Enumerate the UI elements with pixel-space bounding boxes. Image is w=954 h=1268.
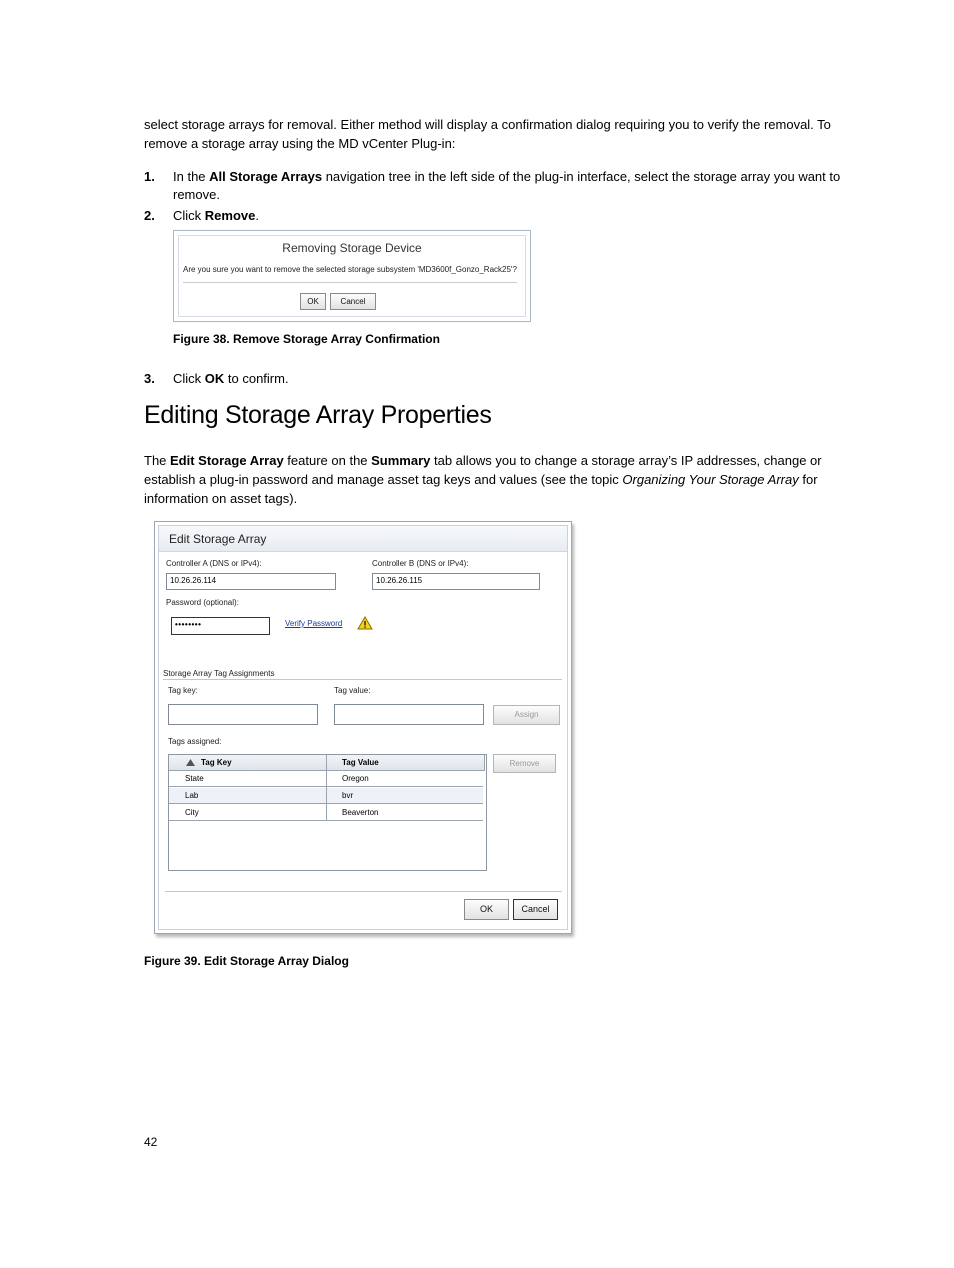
tag-value-input[interactable]: [334, 704, 484, 725]
intro-paragraph: select storage arrays for removal. Either method will display a confirmation dialog requiring you to verify the removal. To remove a storage array using the MD vCenter Plug-in:: [144, 117, 831, 151]
cancel-button[interactable]: Cancel: [330, 293, 376, 310]
column-header-tag-value[interactable]: [327, 755, 485, 771]
step-bold-term: OK: [204, 371, 225, 386]
tags-table: [168, 754, 487, 871]
figure-38-caption: Figure 38. Remove Storage Array Confirmation: [173, 332, 440, 346]
step-bold-term: Remove: [204, 208, 256, 223]
dialog-header: [159, 526, 567, 552]
cancel-button[interactable]: Cancel: [513, 899, 558, 920]
step-text: .: [255, 208, 259, 223]
step-text: In the: [173, 169, 210, 184]
step-number: 1.: [144, 169, 155, 184]
controller-b-input[interactable]: 10.26.26.115: [372, 573, 540, 590]
column-header-label: Tag Value: [342, 758, 379, 767]
page-number: 42: [144, 1135, 158, 1149]
ok-button[interactable]: OK: [300, 293, 326, 310]
warning-icon: [357, 616, 373, 630]
tag-key-cell: State: [185, 774, 204, 783]
controller-b-label: Controller B (DNS or IPv4):: [372, 559, 469, 568]
tag-value-cell: bvr: [342, 791, 354, 800]
tag-value-label: Tag value:: [334, 686, 371, 695]
paragraph-text: feature on the: [283, 453, 372, 468]
assign-button[interactable]: Assign: [493, 705, 560, 725]
password-input[interactable]: ••••••••: [171, 617, 270, 635]
bold-term: Summary: [371, 453, 431, 468]
column-header-tag-key[interactable]: [169, 755, 327, 771]
step-bold-term: All Storage Arrays: [209, 169, 323, 184]
dialog-title: Edit Storage Array: [169, 532, 267, 546]
divider: [165, 891, 562, 892]
bold-term: Edit Storage Array: [170, 453, 284, 468]
divider: [183, 282, 517, 283]
paragraph-text: tab allows you to change a storage array’s IP addresses, change or establish a plug-in password and manage asset tag keys and values (see the topic: [144, 453, 822, 487]
step-text: to confirm.: [224, 371, 289, 386]
controller-a-label: Controller A (DNS or IPv4):: [166, 559, 262, 568]
dialog-message: Are you sure you want to remove the selected storage subsystem 'MD3600f_Gonzo_Rack25'?: [183, 265, 517, 274]
tag-value-cell: Beaverton: [342, 808, 379, 817]
remove-tag-button[interactable]: Remove: [493, 754, 556, 773]
column-header-label: Tag Key: [201, 758, 232, 767]
dialog-frame: [158, 525, 568, 930]
tag-value-cell: Oregon: [342, 774, 369, 783]
tag-key-cell: Lab: [185, 791, 199, 800]
verify-password-link[interactable]: Verify Password: [285, 619, 343, 628]
step-number: 3.: [144, 371, 155, 386]
password-label: Password (optional):: [166, 598, 239, 607]
controller-a-input[interactable]: 10.26.26.114: [166, 573, 336, 590]
paragraph-text: for information on asset tags).: [144, 472, 818, 506]
edit-storage-array-dialog: [154, 521, 572, 934]
tag-key-label: Tag key:: [168, 686, 198, 695]
ok-button[interactable]: OK: [464, 899, 509, 920]
tags-assigned-label: Tags assigned:: [168, 737, 222, 746]
section-paragraph: [144, 451, 844, 508]
sort-ascending-icon: [186, 759, 195, 766]
paragraph-text: The: [144, 453, 171, 468]
step-text: Click: [173, 208, 205, 223]
section-heading: Editing Storage Array Properties: [144, 401, 492, 429]
divider: [163, 679, 562, 680]
step-number: 2.: [144, 208, 155, 223]
step-text: Click: [173, 371, 205, 386]
remove-storage-dialog: [173, 230, 531, 322]
step-text: navigation tree in the left side of the plug-in interface, select the storage array you want to remove.: [173, 169, 841, 202]
italic-reference: Organizing Your Storage Array: [622, 472, 799, 487]
dialog-frame: [178, 235, 526, 317]
dialog-title: Removing Storage Device: [282, 241, 422, 255]
tag-key-cell: City: [185, 808, 199, 817]
tag-section-label: Storage Array Tag Assignments: [163, 669, 275, 678]
tag-key-input[interactable]: [168, 704, 318, 725]
figure-39-caption: Figure 39. Edit Storage Array Dialog: [144, 954, 349, 968]
column-divider: [326, 755, 327, 821]
